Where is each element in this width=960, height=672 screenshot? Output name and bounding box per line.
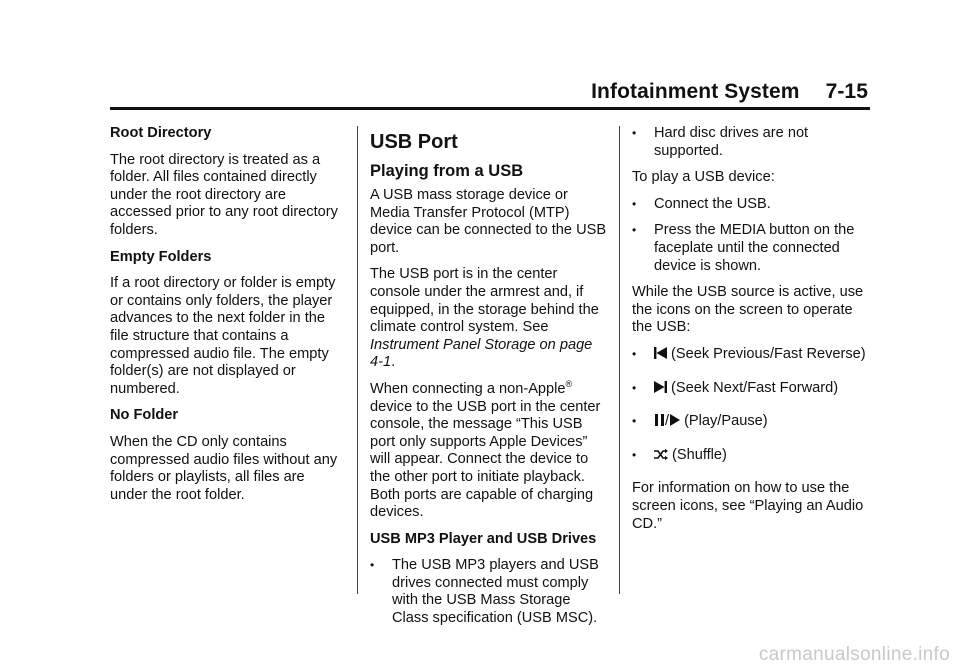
seek-previous-icon bbox=[654, 346, 667, 366]
subheading-root-directory: Root Directory bbox=[110, 125, 212, 141]
text: Hard disc drives are not supported. bbox=[654, 125, 809, 159]
column-2 bbox=[370, 125, 608, 637]
seek-next-icon bbox=[654, 380, 667, 400]
page-header bbox=[591, 80, 868, 104]
text: (Shuffle) bbox=[672, 446, 727, 463]
play-icon bbox=[669, 413, 680, 433]
bullet: • bbox=[370, 558, 375, 573]
paragraph: The root directory is treated as a folder. All files contained directly under the root directory are accessed prior to any root directory folders. bbox=[110, 151, 338, 238]
watermark: carmanualsonline.info bbox=[758, 644, 950, 665]
text: (Play/Pause) bbox=[684, 413, 768, 430]
text: (Seek Next/Fast Forward) bbox=[671, 379, 839, 396]
bullet: • bbox=[632, 380, 637, 395]
paragraph: While the USB source is active, use the icons on the screen to operate the USB: bbox=[632, 284, 864, 336]
bullet: • bbox=[632, 346, 637, 361]
paragraph: For information on how to use the screen icons, see “Playing an Audio CD.” bbox=[632, 480, 864, 532]
shuffle-icon bbox=[654, 448, 668, 467]
paragraph bbox=[370, 381, 608, 522]
heading-usb-port: USB Port bbox=[370, 131, 458, 153]
text: The USB MP3 players and USB drives connected must comply with the USB Mass Storage Class specification (USB MSC). bbox=[392, 557, 599, 627]
bullet: • bbox=[632, 414, 637, 429]
paragraph: If a root directory or folder is empty or contains only folders, the player advances to the next folder in the file structure that contains a compressed audio file. The empty folder(s) are not displayed or numbered. bbox=[110, 275, 336, 397]
paragraph bbox=[370, 266, 608, 372]
list-item bbox=[370, 557, 608, 627]
list-item-seek-previous bbox=[632, 346, 872, 366]
text: . bbox=[391, 354, 396, 371]
cross-reference-link[interactable]: Instrument Panel Storage on page 4-1 bbox=[370, 336, 593, 371]
page-number: 7-15 bbox=[825, 80, 868, 103]
bullet: • bbox=[632, 223, 637, 238]
registered-mark: ® bbox=[565, 379, 573, 390]
text: Connect the USB. bbox=[654, 195, 771, 212]
pause-icon bbox=[654, 413, 665, 433]
subheading-empty-folders: Empty Folders bbox=[110, 248, 212, 265]
column-1 bbox=[110, 125, 345, 513]
bullet: • bbox=[632, 126, 637, 140]
list-item-seek-next bbox=[632, 380, 872, 400]
subheading-no-folder: No Folder bbox=[110, 407, 179, 424]
bullet: • bbox=[632, 447, 637, 462]
text: When connecting a non-Apple bbox=[370, 380, 566, 397]
text: device to the USB port in the center console, the message “This USB port only supports Apple Devices” will appear. Connect the device to the other port to initiate playback. Both ports are capable of charging devices. bbox=[370, 398, 601, 521]
section-title: Infotainment System bbox=[591, 80, 800, 103]
paragraph: To play a USB device: bbox=[632, 169, 775, 186]
text: Press the MEDIA button on the faceplate until the connected device is shown. bbox=[654, 222, 855, 274]
text: / bbox=[665, 413, 670, 430]
list-item-play-pause bbox=[632, 413, 872, 433]
text: The USB port is in the center console under the armrest and, if equipped, in the storage behind the climate control system. See bbox=[370, 266, 599, 336]
header-rule bbox=[110, 107, 870, 110]
subheading-usb-mp3: USB MP3 Player and USB Drives bbox=[370, 530, 597, 547]
column-3 bbox=[632, 125, 872, 542]
heading-playing-from-usb: Playing from a USB bbox=[370, 162, 524, 180]
column-divider bbox=[619, 126, 620, 594]
paragraph: A USB mass storage device or Media Transfer Protocol (MTP) device can be connected to the USB port. bbox=[370, 187, 607, 256]
bullet: • bbox=[632, 196, 637, 211]
list-item bbox=[632, 196, 872, 214]
paragraph: When the CD only contains compressed audio files without any folders or playlists, all files are under the root folder. bbox=[110, 433, 338, 503]
list-item bbox=[632, 125, 872, 160]
list-item bbox=[632, 222, 872, 275]
text: (Seek Previous/Fast Reverse) bbox=[671, 345, 866, 362]
column-divider bbox=[357, 126, 358, 594]
list-item-shuffle bbox=[632, 447, 872, 467]
